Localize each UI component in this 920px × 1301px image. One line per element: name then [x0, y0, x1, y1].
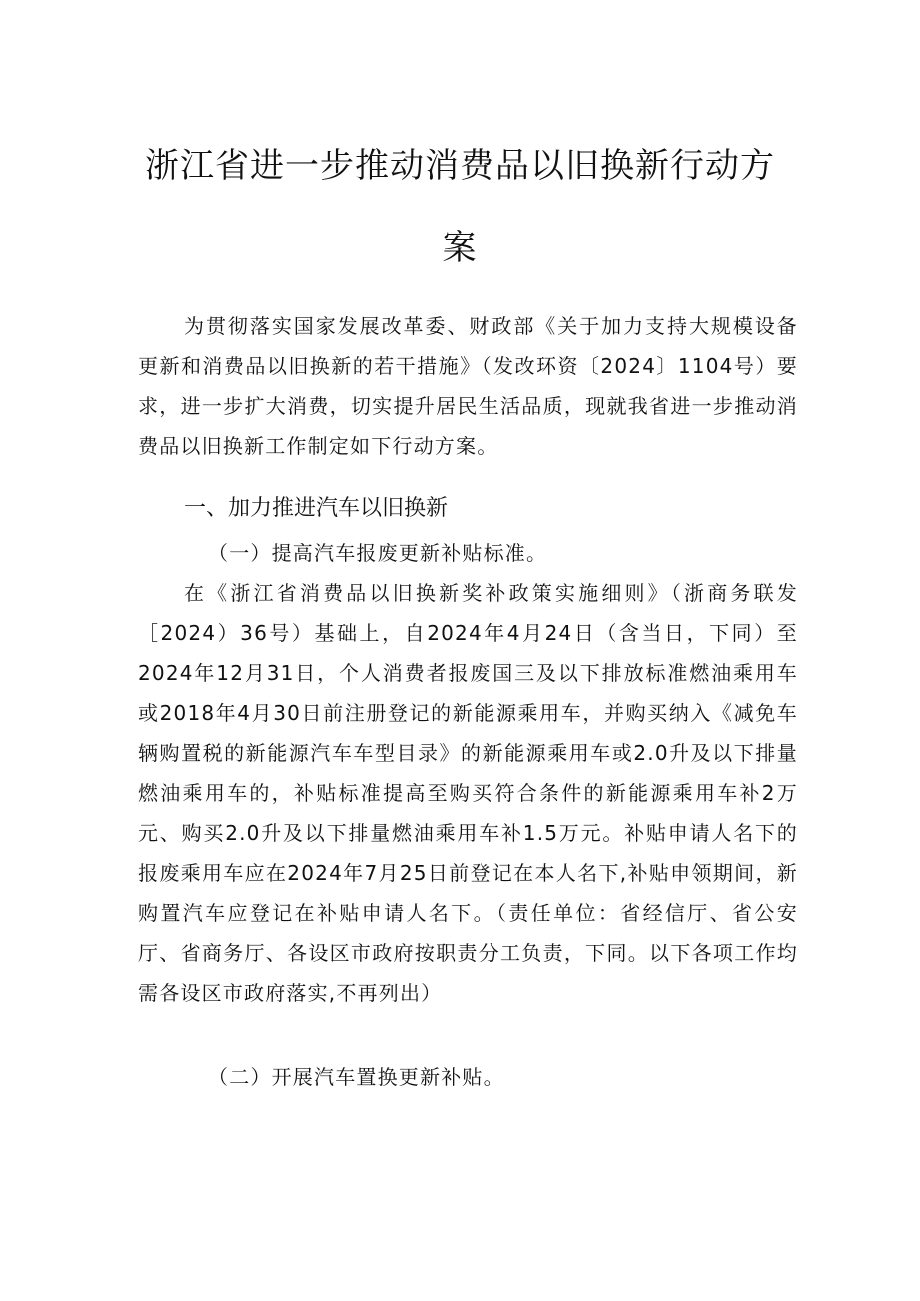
intro-paragraph: 为贯彻落实国家发展改革委、财政部《关于加力支持大规模设备更新和消费品以旧换新的若干措施》（发改环资〔2024〕1104号）要求，进一步扩大消费，切实提升居民生活品质，现就我省进一步推动消费品以旧换新工作制定如下行动方案。	[138, 314, 798, 458]
subsection-1-paragraph: 在《浙江省消费品以旧换新奖补政策实施细则》（浙商务联发［2024）36号）基础上，自2024年4月24日（含当日，下同）至2024年12月31日，个人消费者报废国三及以下排放标准燃油乘用车或2018年4月30日前注册登记的新能源乘用车，并购买纳入《减免车辆购置税的新能源汽车车型目录》的新能源乘用车或2.0升及以下排量燃油乘用车的，补贴标准提高至购买符合条件的新能源乘用车补2万元、购买2.0升及以下排量燃油乘用车补1.5万元。补贴申请人名下的报废乘用车应在2024年7月25日前登记在本人名下,补贴申领期间，新购置汽车应登记在补贴申请人名下。（责任单位：省经信厅、省公安厅、省商务厅、各设区市政府按职责分工负责，下同。以下各项工作均需各设区市政府落实,不再列出）	[138, 581, 798, 1005]
section-heading-1: 一、加力推进汽车以旧换新	[184, 496, 449, 521]
subsection-heading-2: （二）开展汽车置换更新补贴。	[208, 1065, 505, 1089]
subsection-heading-1: （一）提高汽车报废更新补贴标准。	[208, 541, 548, 565]
document-title-line-1: 浙江省进一步推动消费品以旧换新行动方	[145, 146, 775, 186]
document-title-line-2: 案	[442, 228, 478, 268]
